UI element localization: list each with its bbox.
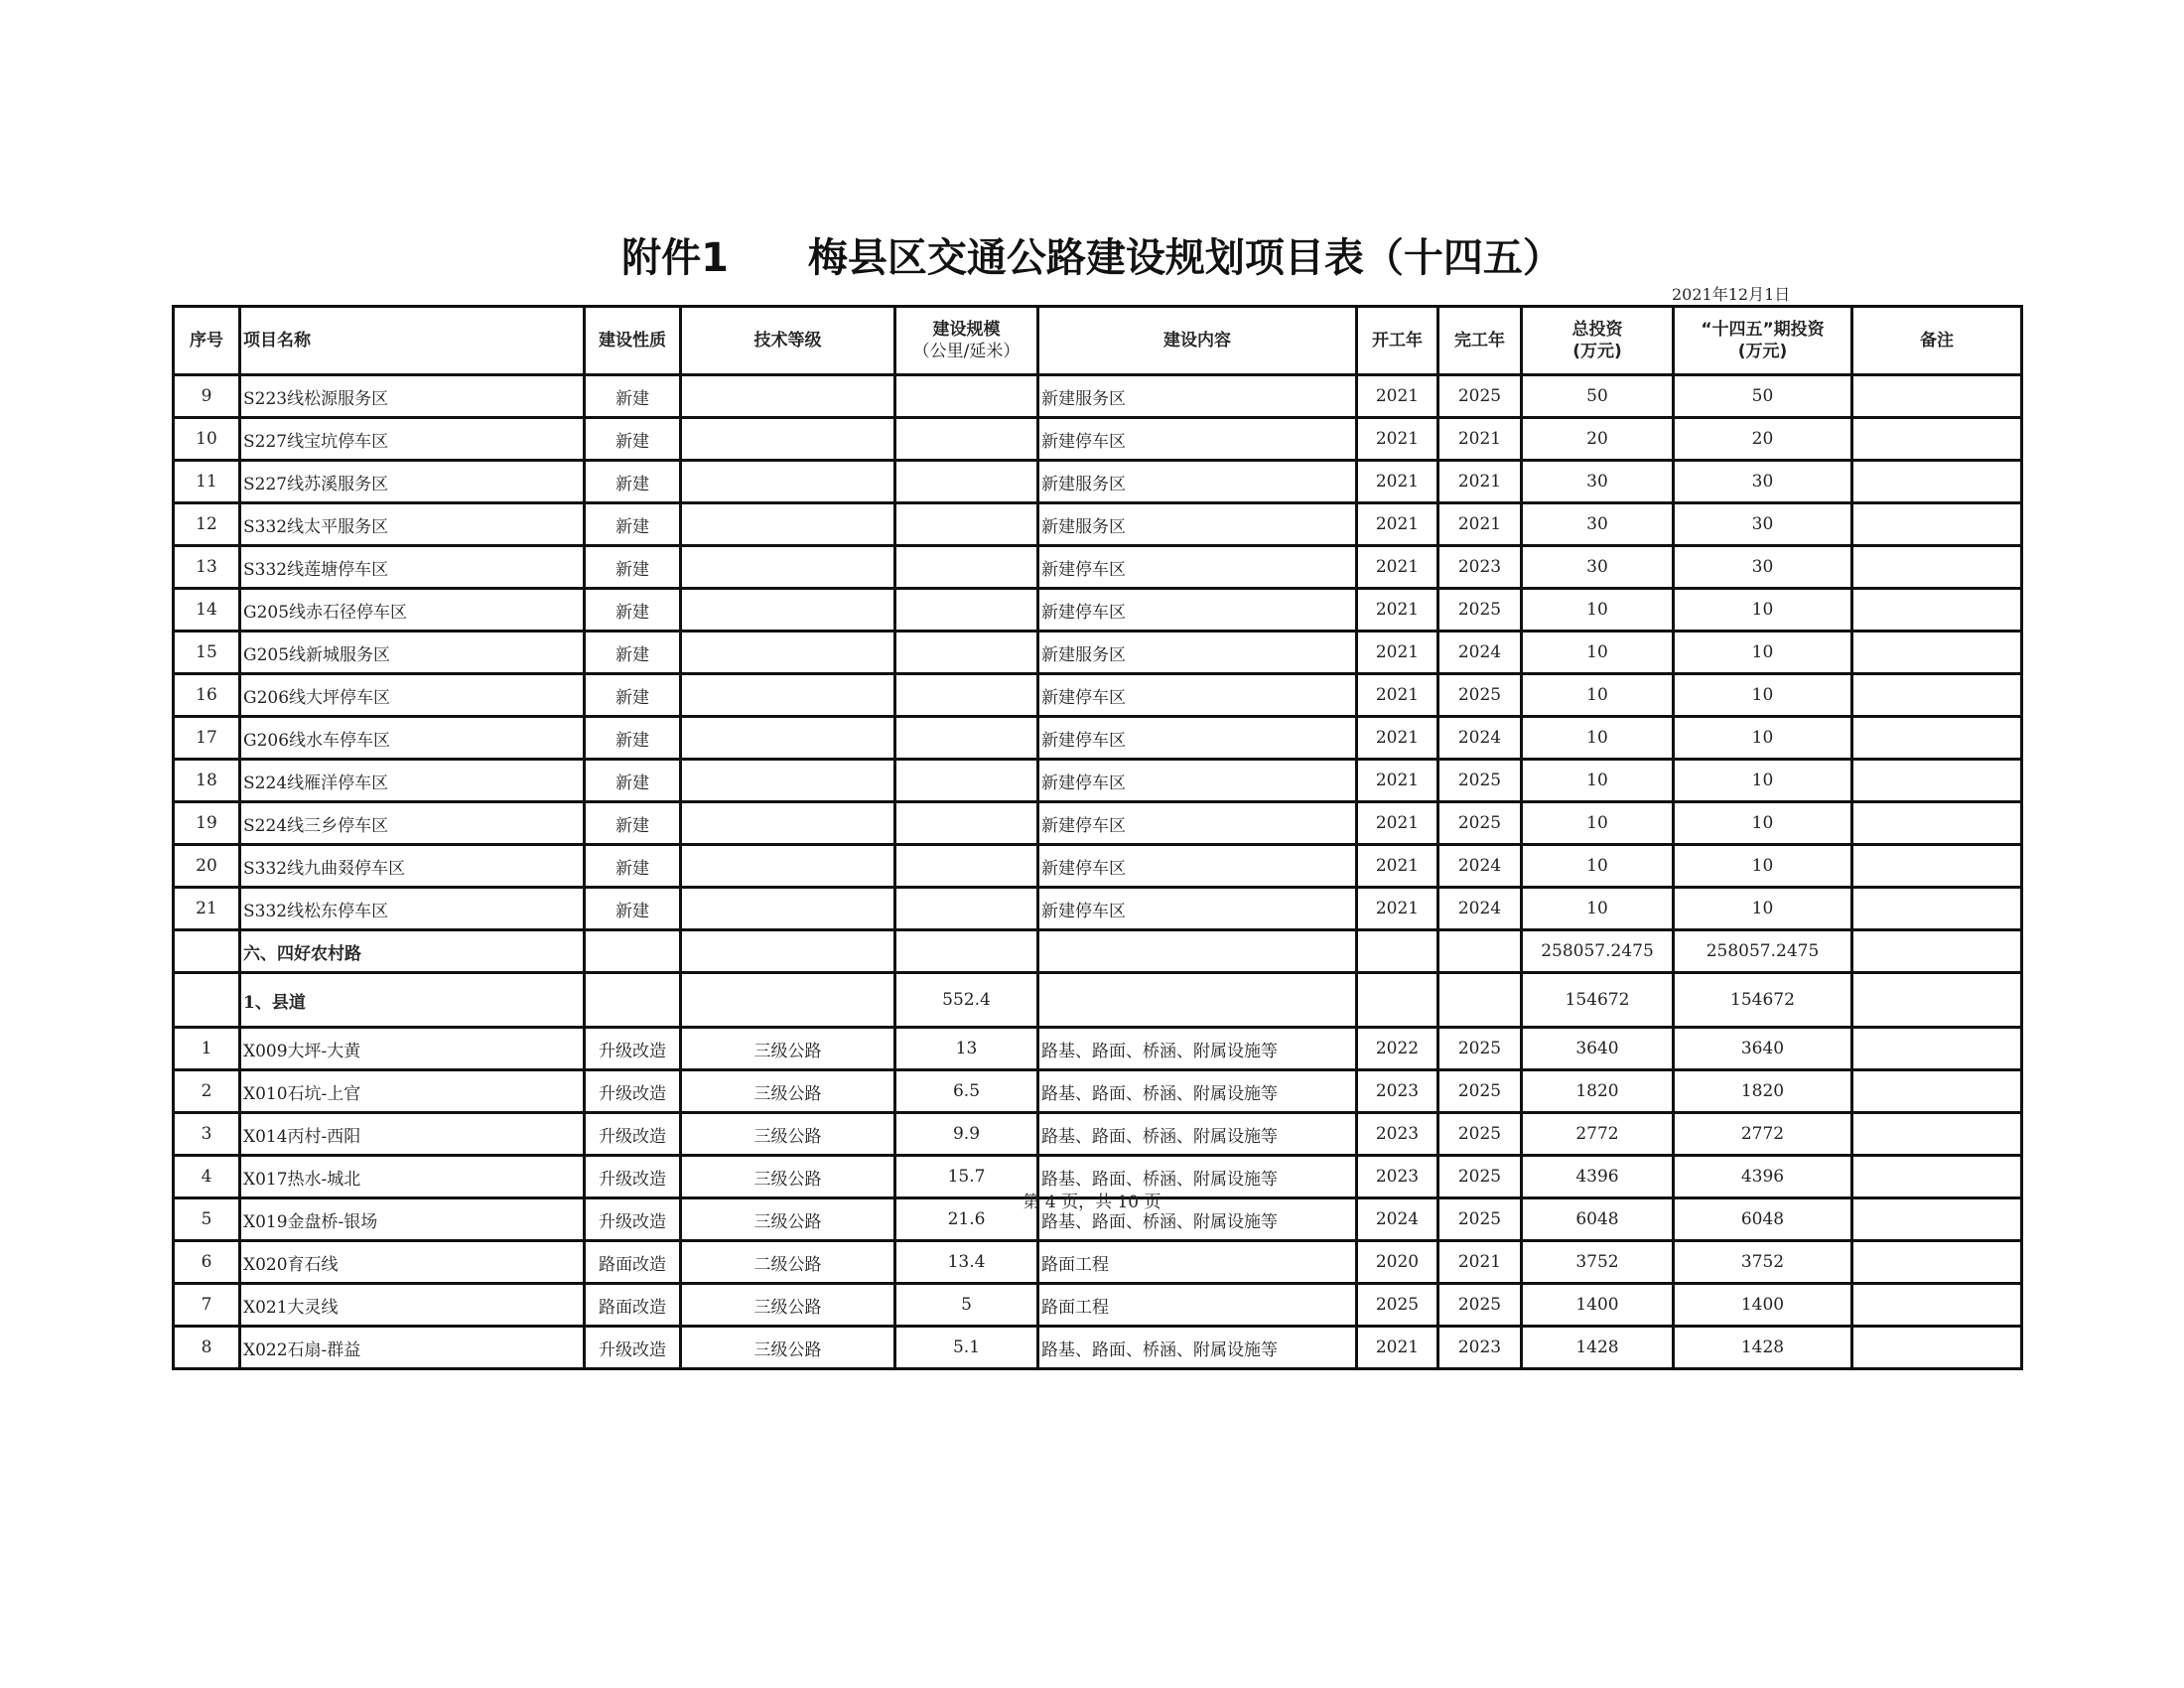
- cell-name: S227线苏溪服务区: [240, 461, 585, 503]
- cell-end: 2025: [1438, 375, 1522, 418]
- cell-scale: [895, 632, 1038, 674]
- cell-end: 2025: [1438, 1284, 1522, 1327]
- subsection-content: [1038, 973, 1357, 1028]
- table-row: [174, 1113, 2022, 1156]
- cell-scale: [895, 674, 1038, 717]
- cell-nature: 新建: [585, 888, 681, 930]
- cell-seq: 5: [174, 1198, 240, 1241]
- cell-seq: 11: [174, 461, 240, 503]
- cell-seq: 9: [174, 375, 240, 418]
- cell-note: [1852, 546, 2022, 589]
- cell-seq: 18: [174, 760, 240, 802]
- cell-grade: 三级公路: [681, 1198, 895, 1241]
- cell-scale: 21.6: [895, 1198, 1038, 1241]
- cell-content: 路基、路面、桥涵、附属设施等: [1038, 1198, 1357, 1241]
- cell-plan: 10: [1674, 674, 1852, 717]
- cell-grade: [681, 546, 895, 589]
- cell-name: X019金盘桥-银场: [240, 1198, 585, 1241]
- header-total: [1522, 307, 1674, 375]
- cell-seq: 7: [174, 1284, 240, 1327]
- cell-end: 2021: [1438, 1241, 1522, 1284]
- cell-plan: 1400: [1674, 1284, 1852, 1327]
- cell-scale: [895, 760, 1038, 802]
- section-name: 六、四好农村路: [240, 930, 585, 973]
- cell-note: [1852, 461, 2022, 503]
- cell-seq: 13: [174, 546, 240, 589]
- cell-start: 2023: [1357, 1113, 1438, 1156]
- cell-total: 10: [1522, 760, 1674, 802]
- cell-name: G205线新城服务区: [240, 632, 585, 674]
- cell-content: 新建服务区: [1038, 503, 1357, 546]
- cell-total: 1400: [1522, 1284, 1674, 1327]
- cell-nature: 新建: [585, 461, 681, 503]
- cell-name: S224线三乡停车区: [240, 802, 585, 845]
- cell-plan: 10: [1674, 845, 1852, 888]
- table-row: [174, 802, 2022, 845]
- cell-name: S332线九曲叕停车区: [240, 845, 585, 888]
- cell-nature: 新建: [585, 589, 681, 632]
- section-row: [174, 930, 2022, 973]
- cell-note: [1852, 802, 2022, 845]
- cell-name: S332线松东停车区: [240, 888, 585, 930]
- table-row: [174, 1284, 2022, 1327]
- cell-nature: 新建: [585, 802, 681, 845]
- table-row: [174, 1070, 2022, 1113]
- table-row: [174, 760, 2022, 802]
- cell-grade: [681, 845, 895, 888]
- header-start: 开工年: [1357, 307, 1438, 375]
- subsection-row: [174, 973, 2022, 1028]
- cell-note: [1852, 674, 2022, 717]
- cell-name: X014丙村-西阳: [240, 1113, 585, 1156]
- cell-grade: [681, 503, 895, 546]
- cell-total: 2772: [1522, 1113, 1674, 1156]
- section-scale: [895, 930, 1038, 973]
- subsection-start: [1357, 973, 1438, 1028]
- cell-start: 2021: [1357, 589, 1438, 632]
- cell-seq: 3: [174, 1113, 240, 1156]
- cell-grade: 三级公路: [681, 1028, 895, 1070]
- cell-start: 2021: [1357, 717, 1438, 760]
- cell-start: 2021: [1357, 845, 1438, 888]
- header-plan-line2: (万元): [1737, 342, 1788, 361]
- cell-name: S332线莲塘停车区: [240, 546, 585, 589]
- cell-scale: [895, 418, 1038, 461]
- cell-scale: [895, 503, 1038, 546]
- document-title: [0, 226, 2184, 283]
- cell-seq: 20: [174, 845, 240, 888]
- cell-end: 2025: [1438, 1028, 1522, 1070]
- table-row: [174, 632, 2022, 674]
- cell-start: 2022: [1357, 1028, 1438, 1070]
- table-row: [174, 503, 2022, 546]
- cell-grade: [681, 418, 895, 461]
- header-end: 完工年: [1438, 307, 1522, 375]
- cell-scale: [895, 375, 1038, 418]
- cell-start: 2021: [1357, 674, 1438, 717]
- cell-scale: 5: [895, 1284, 1038, 1327]
- cell-content: 新建停车区: [1038, 418, 1357, 461]
- cell-scale: 15.7: [895, 1156, 1038, 1198]
- cell-nature: 升级改造: [585, 1198, 681, 1241]
- cell-total: 4396: [1522, 1156, 1674, 1198]
- cell-total: 3640: [1522, 1028, 1674, 1070]
- cell-grade: 三级公路: [681, 1284, 895, 1327]
- cell-total: 1820: [1522, 1070, 1674, 1113]
- cell-content: 新建停车区: [1038, 888, 1357, 930]
- cell-grade: 三级公路: [681, 1156, 895, 1198]
- cell-name: S332线太平服务区: [240, 503, 585, 546]
- cell-seq: 10: [174, 418, 240, 461]
- cell-note: [1852, 760, 2022, 802]
- cell-total: 30: [1522, 503, 1674, 546]
- cell-content: 路基、路面、桥涵、附属设施等: [1038, 1070, 1357, 1113]
- cell-start: 2021: [1357, 418, 1438, 461]
- subsection-grade: [681, 973, 895, 1028]
- cell-name: S224线雁洋停车区: [240, 760, 585, 802]
- cell-name: X020育石线: [240, 1241, 585, 1284]
- cell-seq: 19: [174, 802, 240, 845]
- cell-nature: 新建: [585, 375, 681, 418]
- cell-start: 2021: [1357, 461, 1438, 503]
- table-row: [174, 546, 2022, 589]
- cell-nature: 新建: [585, 632, 681, 674]
- header-plan-line1: “十四五”期投资: [1701, 320, 1825, 340]
- subsection-end: [1438, 973, 1522, 1028]
- header-grade: 技术等级: [681, 307, 895, 375]
- cell-end: 2024: [1438, 632, 1522, 674]
- cell-grade: [681, 461, 895, 503]
- cell-content: 路基、路面、桥涵、附属设施等: [1038, 1113, 1357, 1156]
- table-row: [174, 888, 2022, 930]
- section-nature: [585, 930, 681, 973]
- page-footer: 第 4 页，共 10 页: [1023, 1193, 1161, 1212]
- cell-name: S223线松源服务区: [240, 375, 585, 418]
- cell-content: 路面工程: [1038, 1241, 1357, 1284]
- cell-nature: 路面改造: [585, 1284, 681, 1327]
- subsection-scale: 552.4: [895, 973, 1038, 1028]
- subsection-name: 1、县道: [240, 973, 585, 1028]
- section-end: [1438, 930, 1522, 973]
- cell-name: X021大灵线: [240, 1284, 585, 1327]
- cell-content: 新建服务区: [1038, 461, 1357, 503]
- cell-start: 2021: [1357, 760, 1438, 802]
- cell-total: 10: [1522, 674, 1674, 717]
- cell-plan: 30: [1674, 546, 1852, 589]
- cell-grade: [681, 717, 895, 760]
- cell-plan: 10: [1674, 589, 1852, 632]
- cell-nature: 新建: [585, 503, 681, 546]
- cell-end: 2021: [1438, 503, 1522, 546]
- cell-scale: [895, 589, 1038, 632]
- cell-nature: 新建: [585, 760, 681, 802]
- cell-start: 2021: [1357, 1327, 1438, 1369]
- cell-plan: 3640: [1674, 1028, 1852, 1070]
- cell-nature: 升级改造: [585, 1156, 681, 1198]
- header-scale-line2: （公里/延米）: [912, 342, 1021, 361]
- cell-end: 2025: [1438, 802, 1522, 845]
- header-name: 项目名称: [240, 307, 585, 375]
- cell-scale: 5.1: [895, 1327, 1038, 1369]
- cell-grade: [681, 802, 895, 845]
- cell-name: X022石扇-群益: [240, 1327, 585, 1369]
- section-note: [1852, 930, 2022, 973]
- cell-name: G206线水车停车区: [240, 717, 585, 760]
- cell-content: 路面工程: [1038, 1284, 1357, 1327]
- cell-plan: 3752: [1674, 1241, 1852, 1284]
- cell-note: [1852, 1113, 2022, 1156]
- cell-plan: 4396: [1674, 1156, 1852, 1198]
- cell-total: 10: [1522, 802, 1674, 845]
- header-seq: 序号: [174, 307, 240, 375]
- cell-total: 6048: [1522, 1198, 1674, 1241]
- cell-note: [1852, 888, 2022, 930]
- cell-total: 1428: [1522, 1327, 1674, 1369]
- title-main: 梅县区交通公路建设规划项目表（十四五）: [807, 235, 1563, 281]
- cell-start: 2023: [1357, 1070, 1438, 1113]
- cell-nature: 升级改造: [585, 1028, 681, 1070]
- cell-grade: 三级公路: [681, 1070, 895, 1113]
- subsection-total: 154672: [1522, 973, 1674, 1028]
- cell-end: 2021: [1438, 461, 1522, 503]
- table-header-row: [174, 307, 2022, 375]
- cell-end: 2025: [1438, 1198, 1522, 1241]
- cell-name: S227线宝坑停车区: [240, 418, 585, 461]
- cell-seq: 15: [174, 632, 240, 674]
- cell-note: [1852, 632, 2022, 674]
- cell-plan: 2772: [1674, 1113, 1852, 1156]
- cell-content: 新建停车区: [1038, 760, 1357, 802]
- cell-nature: 新建: [585, 717, 681, 760]
- cell-scale: [895, 546, 1038, 589]
- header-plan: [1674, 307, 1852, 375]
- cell-plan: 30: [1674, 461, 1852, 503]
- cell-plan: 10: [1674, 760, 1852, 802]
- section-grade: [681, 930, 895, 973]
- cell-total: 3752: [1522, 1241, 1674, 1284]
- cell-grade: [681, 632, 895, 674]
- cell-note: [1852, 418, 2022, 461]
- table-row: [174, 375, 2022, 418]
- cell-start: 2025: [1357, 1284, 1438, 1327]
- cell-content: 新建停车区: [1038, 674, 1357, 717]
- cell-total: 30: [1522, 546, 1674, 589]
- cell-content: 新建停车区: [1038, 589, 1357, 632]
- header-scale-line1: 建设规模: [932, 320, 1001, 340]
- subsection-nature: [585, 973, 681, 1028]
- cell-note: [1852, 1327, 2022, 1369]
- table-row: [174, 461, 2022, 503]
- cell-plan: 50: [1674, 375, 1852, 418]
- cell-grade: 三级公路: [681, 1327, 895, 1369]
- cell-grade: [681, 589, 895, 632]
- cell-scale: 13.4: [895, 1241, 1038, 1284]
- cell-plan: 10: [1674, 717, 1852, 760]
- cell-start: 2020: [1357, 1241, 1438, 1284]
- cell-start: 2021: [1357, 632, 1438, 674]
- cell-end: 2025: [1438, 760, 1522, 802]
- cell-name: X009大坪-大黄: [240, 1028, 585, 1070]
- cell-nature: 升级改造: [585, 1327, 681, 1369]
- cell-plan: 10: [1674, 632, 1852, 674]
- cell-name: X010石坑-上官: [240, 1070, 585, 1113]
- cell-total: 20: [1522, 418, 1674, 461]
- cell-scale: [895, 845, 1038, 888]
- cell-total: 50: [1522, 375, 1674, 418]
- cell-nature: 新建: [585, 418, 681, 461]
- cell-seq: 4: [174, 1156, 240, 1198]
- cell-scale: [895, 717, 1038, 760]
- section-total: 258057.2475: [1522, 930, 1674, 973]
- cell-content: 新建停车区: [1038, 546, 1357, 589]
- table-row: [174, 1028, 2022, 1070]
- cell-scale: [895, 802, 1038, 845]
- cell-content: 新建停车区: [1038, 802, 1357, 845]
- cell-end: 2023: [1438, 1327, 1522, 1369]
- header-note: 备注: [1852, 307, 2022, 375]
- cell-note: [1852, 589, 2022, 632]
- cell-plan: 10: [1674, 802, 1852, 845]
- cell-name: G205线赤石径停车区: [240, 589, 585, 632]
- section-seq: [174, 930, 240, 973]
- document-date: 2021年12月1日: [1672, 285, 1791, 304]
- cell-scale: [895, 888, 1038, 930]
- cell-start: 2024: [1357, 1198, 1438, 1241]
- cell-content: 路基、路面、桥涵、附属设施等: [1038, 1327, 1357, 1369]
- cell-grade: [681, 760, 895, 802]
- cell-nature: 路面改造: [585, 1241, 681, 1284]
- subsection-seq: [174, 973, 240, 1028]
- cell-note: [1852, 845, 2022, 888]
- table-row: [174, 845, 2022, 888]
- cell-plan: 6048: [1674, 1198, 1852, 1241]
- cell-scale: 6.5: [895, 1070, 1038, 1113]
- cell-end: 2025: [1438, 1156, 1522, 1198]
- cell-note: [1852, 1070, 2022, 1113]
- cell-seq: 6: [174, 1241, 240, 1284]
- cell-nature: 新建: [585, 845, 681, 888]
- cell-scale: 13: [895, 1028, 1038, 1070]
- title-prefix: 附件1: [621, 235, 729, 281]
- cell-total: 10: [1522, 589, 1674, 632]
- section-plan: 258057.2475: [1674, 930, 1852, 973]
- cell-end: 2024: [1438, 845, 1522, 888]
- cell-scale: [895, 461, 1038, 503]
- table-row: [174, 1241, 2022, 1284]
- cell-name: G206线大坪停车区: [240, 674, 585, 717]
- cell-plan: 30: [1674, 503, 1852, 546]
- cell-note: [1852, 1028, 2022, 1070]
- cell-seq: 8: [174, 1327, 240, 1369]
- cell-seq: 2: [174, 1070, 240, 1113]
- table-row: [174, 717, 2022, 760]
- cell-start: 2021: [1357, 802, 1438, 845]
- cell-seq: 1: [174, 1028, 240, 1070]
- cell-content: 新建服务区: [1038, 632, 1357, 674]
- cell-seq: 12: [174, 503, 240, 546]
- cell-start: 2021: [1357, 503, 1438, 546]
- subsection-plan: 154672: [1674, 973, 1852, 1028]
- cell-end: 2024: [1438, 717, 1522, 760]
- subsection-note: [1852, 973, 2022, 1028]
- cell-plan: 1820: [1674, 1070, 1852, 1113]
- cell-content: 新建停车区: [1038, 717, 1357, 760]
- cell-total: 10: [1522, 632, 1674, 674]
- cell-plan: 10: [1674, 888, 1852, 930]
- table-row: [174, 418, 2022, 461]
- cell-seq: 14: [174, 589, 240, 632]
- cell-name: X017热水-城北: [240, 1156, 585, 1198]
- cell-grade: [681, 674, 895, 717]
- header-scale: [895, 307, 1038, 375]
- cell-note: [1852, 717, 2022, 760]
- cell-end: 2021: [1438, 418, 1522, 461]
- cell-total: 30: [1522, 461, 1674, 503]
- table-row: [174, 674, 2022, 717]
- cell-end: 2025: [1438, 1113, 1522, 1156]
- cell-end: 2024: [1438, 888, 1522, 930]
- cell-note: [1852, 503, 2022, 546]
- cell-start: 2021: [1357, 375, 1438, 418]
- cell-content: 新建停车区: [1038, 845, 1357, 888]
- cell-content: 新建服务区: [1038, 375, 1357, 418]
- cell-start: 2021: [1357, 888, 1438, 930]
- cell-nature: 新建: [585, 546, 681, 589]
- cell-note: [1852, 1241, 2022, 1284]
- cell-note: [1852, 1284, 2022, 1327]
- cell-grade: 三级公路: [681, 1113, 895, 1156]
- cell-scale: 9.9: [895, 1113, 1038, 1156]
- cell-note: [1852, 375, 2022, 418]
- table-row: [174, 589, 2022, 632]
- cell-plan: 20: [1674, 418, 1852, 461]
- cell-seq: 17: [174, 717, 240, 760]
- cell-content: 路基、路面、桥涵、附属设施等: [1038, 1028, 1357, 1070]
- cell-total: 10: [1522, 888, 1674, 930]
- cell-total: 10: [1522, 845, 1674, 888]
- header-total-line2: (万元): [1572, 342, 1622, 361]
- cell-end: 2025: [1438, 589, 1522, 632]
- cell-grade: [681, 888, 895, 930]
- header-content: 建设内容: [1038, 307, 1357, 375]
- cell-grade: [681, 375, 895, 418]
- cell-start: 2021: [1357, 546, 1438, 589]
- cell-seq: 21: [174, 888, 240, 930]
- section-start: [1357, 930, 1438, 973]
- section-content: [1038, 930, 1357, 973]
- cell-end: 2025: [1438, 674, 1522, 717]
- cell-nature: 升级改造: [585, 1070, 681, 1113]
- cell-nature: 新建: [585, 674, 681, 717]
- cell-start: 2023: [1357, 1156, 1438, 1198]
- cell-plan: 1428: [1674, 1327, 1852, 1369]
- cell-seq: 16: [174, 674, 240, 717]
- header-nature: 建设性质: [585, 307, 681, 375]
- cell-end: 2023: [1438, 546, 1522, 589]
- cell-content: 路基、路面、桥涵、附属设施等: [1038, 1156, 1357, 1198]
- cell-nature: 升级改造: [585, 1113, 681, 1156]
- cell-grade: 二级公路: [681, 1241, 895, 1284]
- header-total-line1: 总投资: [1571, 320, 1623, 340]
- cell-end: 2025: [1438, 1070, 1522, 1113]
- table-row: [174, 1327, 2022, 1369]
- cell-total: 10: [1522, 717, 1674, 760]
